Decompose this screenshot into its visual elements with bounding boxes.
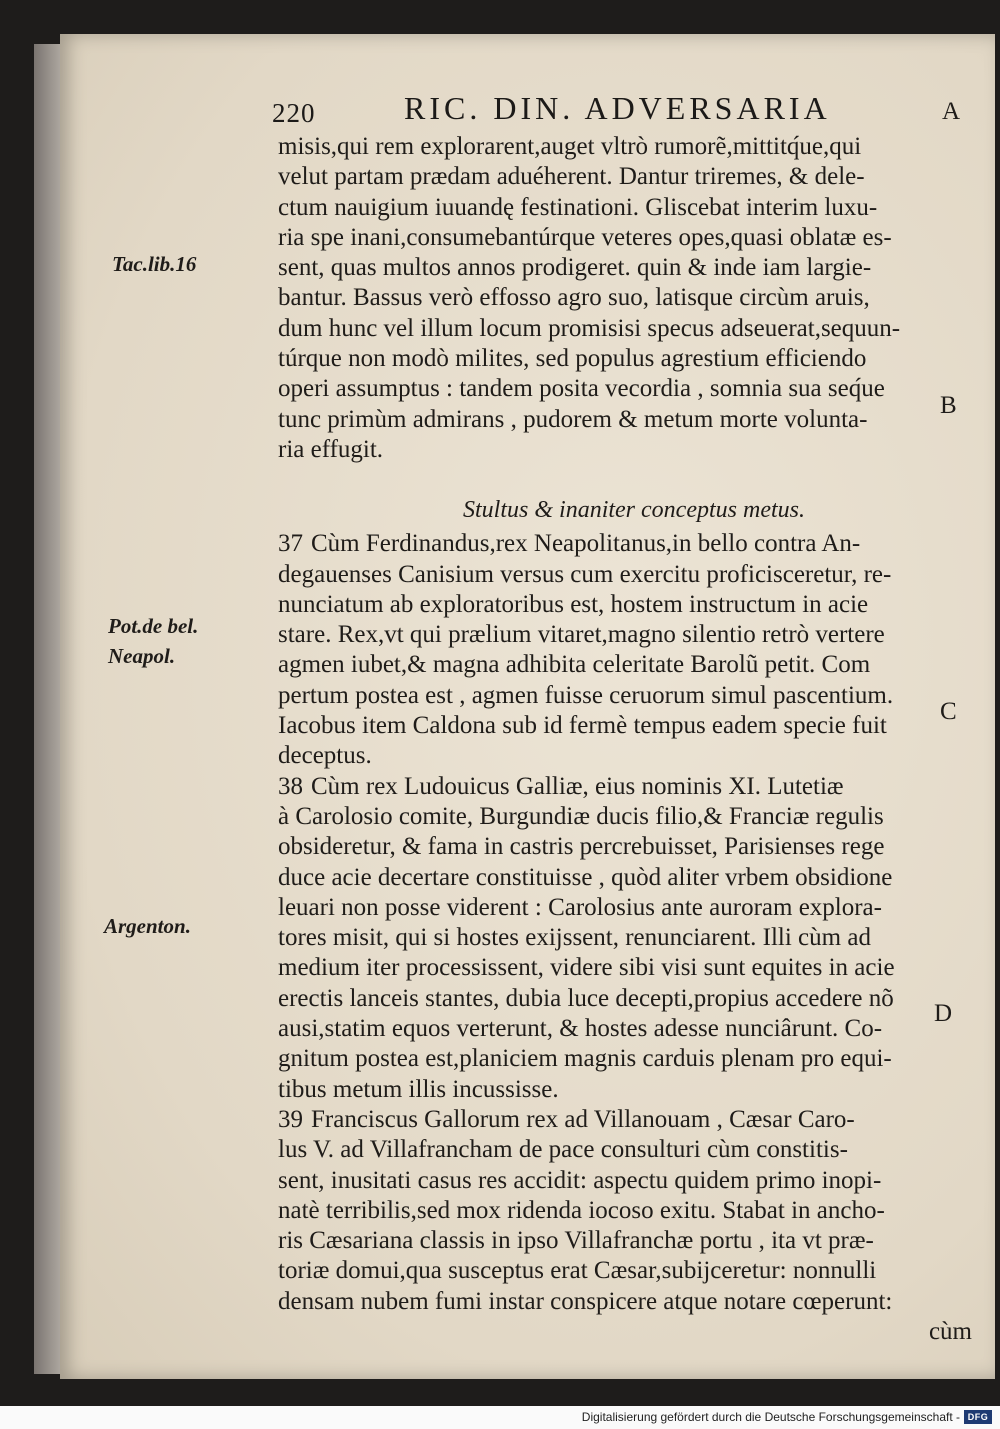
text-line: pertum postea est , agmen fuisse ceruorum simul pascentium. bbox=[278, 681, 894, 709]
text-line: ria spe inani,consumebantúrque veteres opes,quasi oblatæ es- bbox=[278, 223, 892, 251]
text-line: ria effugit. bbox=[278, 435, 384, 463]
margin-note-argenton: Argenton. bbox=[104, 914, 191, 938]
paragraph-number: 38 bbox=[278, 772, 303, 800]
text-line: ctum nauigium iuuandę festinationi. Gliscebat interim luxu- bbox=[278, 193, 878, 221]
paragraph-number: 37 bbox=[278, 530, 303, 558]
text-body bbox=[278, 132, 990, 1347]
text-line: Cùm rex Ludouicus Galliæ, eius nominis XI. Lutetiæ bbox=[311, 772, 844, 800]
text-line: stare. Rex,vt qui prælium vitaret,magno silentio retrò vertere bbox=[278, 621, 885, 649]
text-line: leuari non posse viderent : Carolosius ante auroram explora- bbox=[278, 893, 882, 921]
text-line: Franciscus Gallorum rex ad Villanouam , Cæsar Caro- bbox=[311, 1105, 855, 1133]
text-line: ausi,statim equos verterunt, & hostes adesse nunciârunt. Co- bbox=[278, 1015, 883, 1043]
text-line: à Carolosio comite, Burgundiæ ducis filio,& Franciæ regulis bbox=[278, 802, 884, 830]
section-letter-a: A bbox=[942, 98, 961, 125]
text-line: sent, quas multos annos prodigeret. quin & inde iam largie- bbox=[278, 254, 872, 282]
text-line: operi assumptus : tandem posita vecordia , somnia sua seq́ue bbox=[278, 375, 885, 403]
text-line: duce acie decertare constituisse , quòd aliter vrbem obsidione bbox=[278, 863, 893, 891]
running-title: RIC. DIN. ADVERSARIA bbox=[404, 90, 831, 126]
text-line: bantur. Bassus verò effosso agro suo, latisque circùm aruis, bbox=[278, 284, 870, 312]
paragraph-39-first-line bbox=[278, 1105, 990, 1135]
catchword: cùm bbox=[928, 1317, 972, 1345]
text-line: erectis lanceis stantes, dubia luce decepti,propius accedere nõ bbox=[278, 984, 894, 1012]
section-letter-b: B bbox=[940, 392, 957, 419]
text-line: medium iter processissent, videre sibi visi sunt equites in acie bbox=[278, 954, 895, 982]
text-line: nunciatum ab exploratoribus est, hostem instructum in acie bbox=[278, 590, 869, 618]
text-line: ris Cæsariana classis in ipso Villafranchæ portu , ita vt præ- bbox=[278, 1227, 874, 1255]
text-line: agmen iubet,& magna adhibita celeritate Barolũ petit. Com bbox=[278, 651, 871, 679]
text-line: tores misit, qui si hostes exijssent, renunciarent. Illi cùm ad bbox=[278, 924, 871, 952]
text-line: dum hunc vel illum locum promisisi specus adseuerat,sequun- bbox=[278, 314, 901, 342]
text-line: misis,qui rem explorarent,auget vltrò rumorẽ,mittitq́ue,qui bbox=[278, 133, 862, 160]
dfg-logo: DFG bbox=[964, 1410, 992, 1424]
text-line: deceptus. bbox=[278, 742, 372, 770]
section-letter-c: C bbox=[940, 698, 957, 725]
text-line: degauenses Canisium versus cum exercitu proficisceretur, re- bbox=[278, 560, 892, 588]
margin-note-tacitus: Tac.lib.16 bbox=[112, 252, 197, 276]
text-line: densam nubem fumi instar conspicere atque notare cœperunt: bbox=[278, 1287, 893, 1315]
text-line: tibus metum illis incussisse. bbox=[278, 1075, 559, 1103]
text-line: tunc primùm admirans , pudorem & metum morte volunta- bbox=[278, 405, 868, 433]
text-line: velut partam prædam aduéherent. Dantur triremes, & dele- bbox=[278, 163, 865, 191]
paragraph-38-first-line bbox=[278, 772, 990, 802]
text-line: natè terribilis,sed mox ridenda iocoso exitu. Stabat in ancho- bbox=[278, 1196, 885, 1224]
text-line: Cùm Ferdinandus,rex Neapolitanus,in bello contra An- bbox=[311, 530, 861, 558]
text-line: gnitum postea est,planiciem magnis carduis plenam pro equi- bbox=[278, 1045, 892, 1073]
digitization-footer bbox=[0, 1406, 1000, 1429]
margin-note-pot: Pot.de bel. bbox=[108, 614, 199, 638]
text-line: sent, inusitati casus res accidit: aspectu quidem primo inopi- bbox=[278, 1166, 882, 1194]
page-number: 220 bbox=[272, 98, 316, 128]
section-heading: Stultus & inaniter conceptus metus. bbox=[463, 497, 805, 524]
margin-note-neapol: Neapol. bbox=[108, 644, 176, 668]
text-line: lus V. ad Villafrancham de pace consulturi cùm constitis- bbox=[278, 1136, 848, 1164]
funding-notice: Digitalisierung gefördert durch die Deutsche Forschungsgemeinschaft - bbox=[581, 1410, 960, 1424]
text-line: toriæ domui,qua susceptus erat Cæsar,subijceretur: nonnulli bbox=[278, 1257, 877, 1285]
text-line: túrque non modò milites, sed populus agrestium efficiendo bbox=[278, 345, 867, 373]
page-header bbox=[272, 90, 882, 130]
paragraph-37-first-line bbox=[278, 529, 990, 559]
book-page bbox=[60, 34, 995, 1379]
section-letter-d: D bbox=[934, 1000, 953, 1027]
text-line: obsideretur, & fama in castris percrebuisset, Parisienses rege bbox=[278, 833, 885, 861]
paragraph-number: 39 bbox=[278, 1105, 303, 1133]
text-line: Iacobus item Caldona sub id fermè tempus eadem specie fuit bbox=[278, 712, 887, 740]
